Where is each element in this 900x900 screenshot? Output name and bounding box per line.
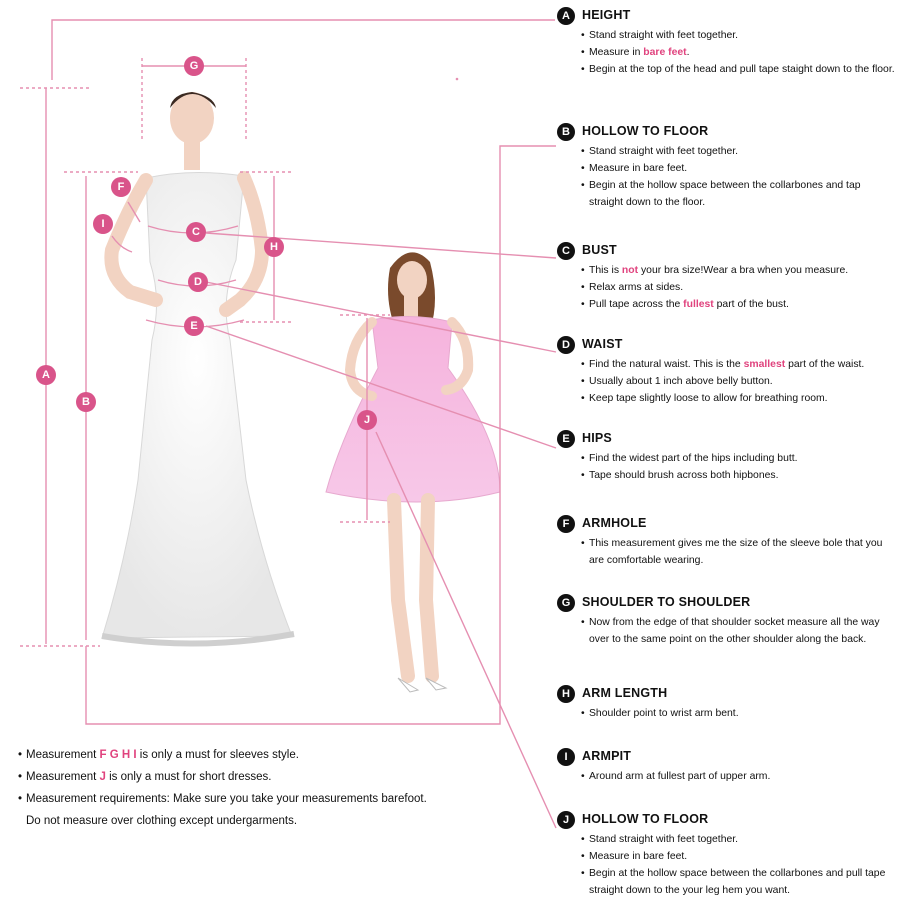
highlight-text: bare feet (643, 47, 687, 58)
instruction-item (581, 262, 897, 279)
instruction-item (581, 143, 897, 160)
text-run: Shoulder point to wrist arm bent. (589, 708, 739, 719)
section-title: HEIGHT (582, 8, 631, 22)
instruction-items (557, 831, 897, 899)
highlight-text: smallest (743, 359, 786, 370)
instruction-item (581, 831, 897, 848)
section-title: HIPS (582, 431, 612, 445)
section-header (557, 515, 897, 533)
instruction-items (557, 705, 897, 722)
instruction-item (581, 848, 897, 865)
section-title: ARMHOLE (582, 516, 647, 530)
note-line (18, 744, 538, 766)
bride-figure (102, 92, 294, 644)
letter-badge: F (557, 515, 575, 533)
section-header (557, 685, 897, 703)
instruction-item (581, 768, 897, 785)
section-header (557, 7, 897, 25)
instruction-items (557, 262, 897, 313)
label-g-marker: G (184, 56, 204, 76)
letter-badge: H (557, 685, 575, 703)
instruction-section-b (557, 123, 897, 211)
instruction-section-i (557, 748, 897, 785)
pink-dress-figure (326, 252, 500, 692)
label-a-marker: A (36, 365, 56, 385)
text-run: Measure in bare feet. (589, 163, 688, 174)
instruction-section-a (557, 7, 897, 78)
section-header (557, 336, 897, 354)
label-e-marker: E (184, 316, 204, 336)
instruction-item (581, 450, 897, 467)
section-title: SHOULDER TO SHOULDER (582, 595, 751, 609)
text-run: Find the widest part of the hips including butt. (589, 453, 798, 464)
text-run: Begin at the hollow space between the collarbones and tap straight down to the floor. (589, 180, 861, 208)
note-line (18, 788, 538, 810)
label-d-marker: D (188, 272, 208, 292)
letter-badge: C (557, 242, 575, 260)
text-run: Begin at the hollow space between the collarbones and pull tape straight down to the your leg hem you want. (589, 868, 886, 896)
text-run: Pull tape across the (589, 299, 684, 310)
text-run: This measurement gives me the size of the sleeve bole that you are comfortable wearing. (589, 538, 883, 566)
instruction-section-h (557, 685, 897, 722)
text-run: Measurement requirements: Make sure you take your measurements barefoot. (26, 793, 427, 805)
instruction-items (557, 27, 897, 78)
note-line (18, 766, 538, 788)
instruction-item (581, 865, 897, 899)
text-run: This is (589, 265, 622, 276)
instruction-items (557, 356, 897, 407)
highlight-text: fullest (683, 299, 714, 310)
instruction-section-j (557, 811, 897, 899)
text-run: Stand straight with feet together. (589, 30, 739, 41)
instruction-items (557, 535, 897, 569)
text-run: Around arm at fullest part of upper arm. (589, 771, 771, 782)
text-run: Tape should brush across both hipbones. (589, 470, 779, 481)
text-run: Measure in (589, 47, 644, 58)
section-title: BUST (582, 243, 617, 257)
text-run: part of the bust. (713, 299, 789, 310)
instruction-section-f (557, 515, 897, 569)
text-run: part of the waist. (785, 359, 865, 370)
text-run: Stand straight with feet together. (589, 834, 739, 845)
text-run: Find the natural waist. This is the (589, 359, 744, 370)
section-title: WAIST (582, 337, 623, 351)
instruction-item (581, 356, 897, 373)
instruction-item (581, 535, 897, 569)
text-run: Do not measure over clothing except undergarments. (26, 815, 298, 827)
instruction-section-g (557, 594, 897, 648)
text-run: Usually about 1 inch above belly button. (589, 376, 773, 387)
text-run: Keep tape slightly loose to allow for breathing room. (589, 393, 828, 404)
text-run: Begin at the top of the head and pull tape staight down to the floor. (589, 64, 895, 75)
measurement-notes (18, 744, 538, 832)
instruction-item (581, 614, 897, 648)
letter-badge: J (557, 811, 575, 829)
section-header (557, 242, 897, 260)
text-run: Now from the edge of that shoulder socket measure all the way over to the same point on the other shoulder along the back. (589, 617, 880, 645)
instruction-item (581, 279, 897, 296)
instruction-section-c (557, 242, 897, 313)
text-run: is only a must for short dresses. (105, 771, 272, 783)
instruction-item (581, 177, 897, 211)
instruction-item (581, 61, 897, 78)
instruction-item (581, 296, 897, 313)
highlight-text: F G H I (99, 749, 137, 761)
instruction-items (557, 614, 897, 648)
letter-badge: D (557, 336, 575, 354)
section-title: ARMPIT (582, 749, 632, 763)
note-line (18, 810, 538, 832)
instruction-item (581, 44, 897, 61)
instruction-item (581, 705, 897, 722)
section-title: HOLLOW TO FLOOR (582, 812, 709, 826)
instruction-items (557, 450, 897, 484)
instruction-item (581, 390, 897, 407)
section-title: HOLLOW TO FLOOR (582, 124, 709, 138)
instruction-item (581, 27, 897, 44)
text-run: . (686, 47, 690, 58)
instruction-items (557, 768, 897, 785)
text-run: Stand straight with feet together. (589, 146, 739, 157)
section-title: ARM LENGTH (582, 686, 668, 700)
instruction-section-e (557, 430, 897, 484)
section-header (557, 430, 897, 448)
highlight-text: not (621, 265, 639, 276)
section-header (557, 123, 897, 141)
label-b-marker: B (76, 392, 96, 412)
text-run: your bra size!Wear a bra when you measure. (638, 265, 849, 276)
instruction-item (581, 373, 897, 390)
text-run: Measure in bare feet. (589, 851, 688, 862)
instruction-item (581, 160, 897, 177)
text-run: Measurement (26, 771, 100, 783)
text-run: is only a must for sleeves style. (136, 749, 299, 761)
highlight-text: J (99, 771, 106, 783)
text-run: Relax arms at sides. (589, 282, 684, 293)
section-header (557, 748, 897, 766)
label-i-marker: I (93, 214, 113, 234)
letter-badge: B (557, 123, 575, 141)
text-run: Measurement (26, 749, 100, 761)
instruction-item (581, 467, 897, 484)
letter-badge: G (557, 594, 575, 612)
instruction-items (557, 143, 897, 211)
label-f-marker: F (111, 177, 131, 197)
label-h-marker: H (264, 237, 284, 257)
letter-badge: E (557, 430, 575, 448)
letter-badge: A (557, 7, 575, 25)
label-j-marker: J (357, 410, 377, 430)
section-header (557, 594, 897, 612)
instruction-section-d (557, 336, 897, 407)
label-c-marker: C (186, 222, 206, 242)
section-header (557, 811, 897, 829)
letter-badge: I (557, 748, 575, 766)
